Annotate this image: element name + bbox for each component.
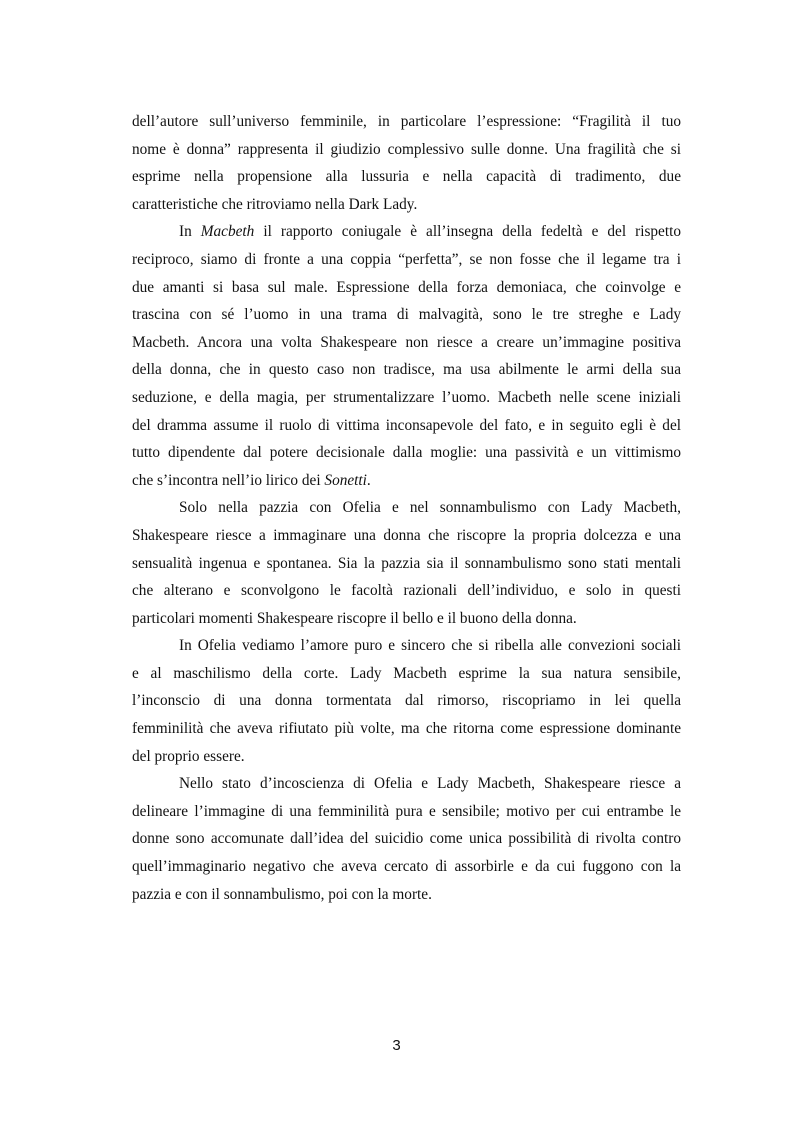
text-line: sensualità ingenua e spontanea. Sia la pazzia sia il sonnambulismo sono stati mentali xyxy=(132,554,681,572)
text-line: che alterano e sconvolgono le facoltà razionali dell’individuo, e solo in questi xyxy=(132,582,681,600)
text-line: In Ofelia vediamo l’amore puro e sincero che si ribella alle convezioni sociali xyxy=(179,637,681,655)
paragraph-3 xyxy=(132,494,681,632)
text-line: del proprio essere. xyxy=(132,747,245,765)
text-segment: il rapporto coniugale è all’insegna della fedeltà e del rispetto xyxy=(254,223,681,241)
text-segment: che s’incontra nell’io lirico dei xyxy=(132,471,325,489)
text-line: nome è donna” rappresenta il giudizio complessivo sulle donne. Una fragilità che si xyxy=(132,140,681,158)
text-line: Nello stato d’incoscienza di Ofelia e Lady Macbeth, Shakespeare riesce a xyxy=(179,775,681,793)
page-number: 3 xyxy=(392,1037,401,1054)
paragraph-5 xyxy=(132,770,681,908)
text-line: dell’autore sull’universo femminile, in particolare l’espressione: “Fragilità il tuo xyxy=(132,113,681,130)
text-line: e al maschilismo della corte. Lady Macbeth esprime la sua natura sensibile, xyxy=(132,664,681,682)
text-line: caratteristiche che ritroviamo nella Dark Lady. xyxy=(132,195,418,213)
paragraph-2 xyxy=(132,218,681,494)
text-line: Macbeth. Ancora una volta Shakespeare non riesce a creare un’immagine positiva xyxy=(132,333,681,351)
text-segment: In xyxy=(179,223,201,241)
text-line: seduzione, e della magia, per strumentalizzare l’uomo. Macbeth nelle scene iniziali xyxy=(132,388,681,406)
page-body xyxy=(132,108,681,908)
text-line: esprime nella propensione alla lussuria e nella capacità di tradimento, due xyxy=(132,168,681,186)
text-line: femminilità che aveva rifiutato più volte, ma che ritorna come espressione dominante xyxy=(132,720,681,738)
paragraph-1 xyxy=(132,108,681,218)
text-line: del dramma assume il ruolo di vittima inconsapevole del fato, e in seguito egli è del xyxy=(132,416,681,434)
text-line: Shakespeare riesce a immaginare una donna che riscopre la propria dolcezza e una xyxy=(132,526,681,544)
text-line: l’inconscio di una donna tormentata dal rimorso, riscopriamo in lei quella xyxy=(132,692,681,710)
text-segment: . xyxy=(366,471,371,489)
text-line: delineare l’immagine di una femminilità pura e sensibile; motivo per cui entrambe le xyxy=(132,802,681,820)
text-line: quell’immaginario negativo che aveva cercato di assorbirle e da cui fuggono con la xyxy=(132,858,681,876)
paragraph-4 xyxy=(132,632,681,770)
text-line xyxy=(132,218,681,246)
text-line: donne sono accomunate dall’idea del suicidio come unica possibilità di rivolta contro xyxy=(132,830,681,848)
text-line: trascina con sé l’uomo in una trama di malvagità, sono le tre streghe e Lady xyxy=(132,306,681,324)
text-line: due amanti si basa sul male. Espressione della forza demoniaca, che coinvolge e xyxy=(132,278,681,296)
text-line: particolari momenti Shakespeare riscopre il bello e il buono della donna. xyxy=(132,609,577,627)
text-line xyxy=(132,467,681,495)
text-line: reciproco, siamo di fronte a una coppia “perfetta”, se non fosse che il legame tra i xyxy=(132,250,681,268)
text-line: tutto dipendente dal potere decisionale dalla moglie: una passività e un vittimismo xyxy=(132,444,681,462)
title-macbeth: Macbeth xyxy=(200,223,255,241)
text-line: della donna, che in questo caso non tradisce, ma usa abilmente le armi della sua xyxy=(132,361,681,379)
title-sonetti: Sonetti xyxy=(324,471,367,489)
text-line: Solo nella pazzia con Ofelia e nel sonnambulismo con Lady Macbeth, xyxy=(179,499,681,517)
text-line: pazzia e con il sonnambulismo, poi con la morte. xyxy=(132,885,432,903)
